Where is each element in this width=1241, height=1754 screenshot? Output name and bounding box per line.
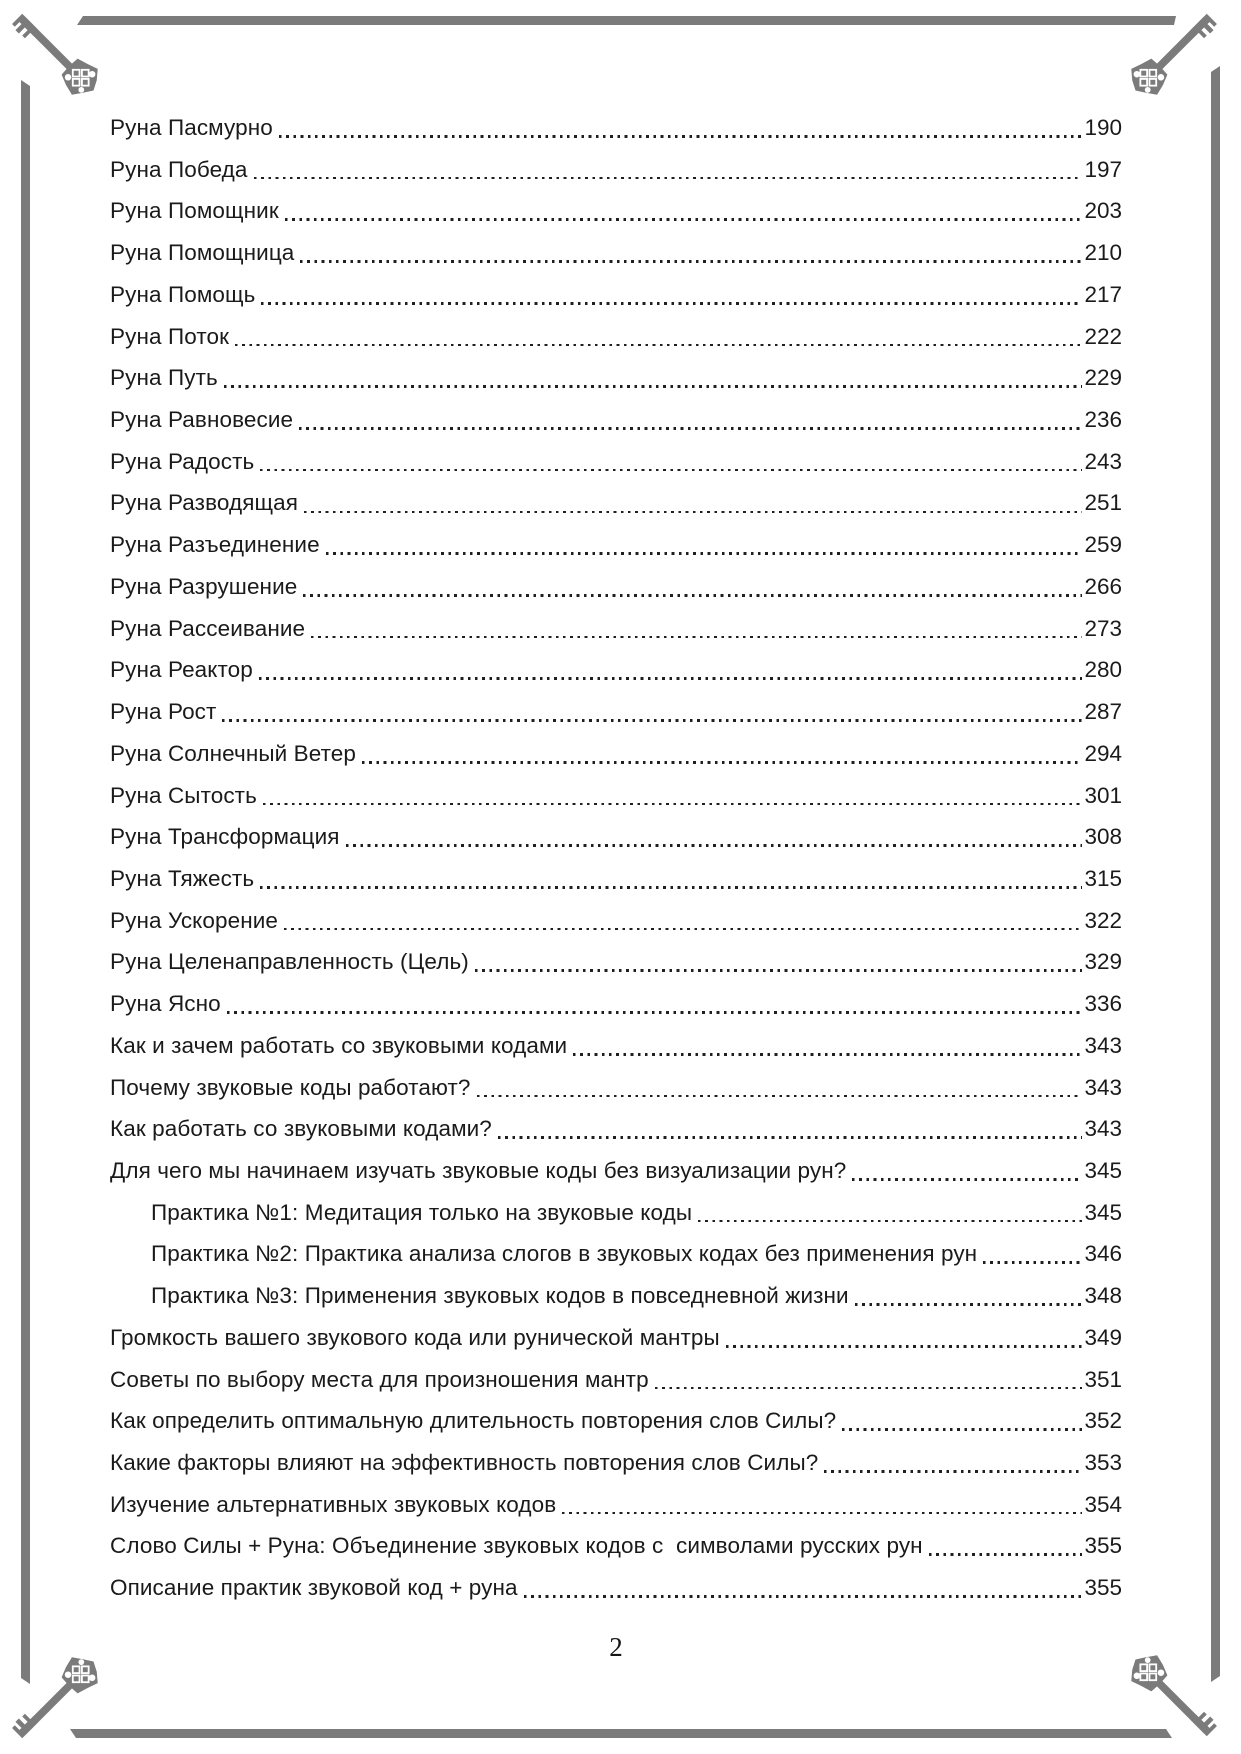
dot-leader (573, 1053, 1082, 1056)
toc-entry (110, 274, 1122, 316)
toc-entry-page-number: 273 (1084, 615, 1122, 641)
toc-entry (110, 1192, 1122, 1234)
dot-leader (261, 302, 1082, 305)
toc-entry (110, 816, 1122, 858)
toc-entry-page-number: 210 (1084, 240, 1122, 266)
dot-leader (983, 1261, 1082, 1264)
toc-entry-page-number: 301 (1084, 782, 1122, 808)
dot-leader (524, 1595, 1083, 1598)
toc-entry (110, 357, 1122, 399)
toc-entry-title: Руна Рассеивание (110, 615, 306, 641)
toc-entry (110, 1233, 1122, 1275)
toc-entry-page-number: 190 (1084, 115, 1122, 140)
dot-leader (304, 511, 1082, 514)
dot-leader (655, 1387, 1083, 1390)
toc-entry (110, 1484, 1122, 1526)
toc-entry (110, 941, 1122, 983)
dot-leader (477, 1095, 1083, 1098)
toc-entry (110, 1400, 1122, 1442)
toc-entry-page-number: 287 (1084, 699, 1122, 725)
dot-leader (303, 594, 1082, 597)
toc-entry-title: Руна Помощник (110, 198, 279, 224)
toc-entry (110, 399, 1122, 441)
toc-entry-page-number: 343 (1084, 1116, 1122, 1142)
corner-key-icon (1125, 5, 1221, 101)
dot-leader (842, 1428, 1082, 1431)
toc-entry-title: Руна Равновесие (110, 407, 294, 433)
toc-entry-page-number: 354 (1084, 1491, 1122, 1517)
toc-entry-title: Практика №2: Практика анализа слогов в звуковых кодах без применения рун (151, 1241, 978, 1267)
dot-leader (300, 260, 1082, 263)
corner-key-icon (8, 1651, 104, 1747)
frame-border-left (21, 80, 30, 1684)
toc-entry (110, 608, 1122, 650)
toc-entry-page-number: 355 (1084, 1533, 1122, 1559)
toc-entry (110, 1359, 1122, 1401)
dot-leader (263, 803, 1083, 806)
toc-entry (110, 900, 1122, 942)
frame-border-top (77, 16, 1176, 25)
dot-leader (855, 1303, 1083, 1306)
toc-entry (110, 107, 1122, 149)
toc-entry (110, 1150, 1122, 1192)
toc-entry-title: Руна Победа (110, 156, 248, 182)
toc-entry-page-number: 203 (1084, 198, 1122, 224)
toc-entry-title: Руна Пасмурно (110, 115, 273, 140)
toc-entry (110, 691, 1122, 733)
dot-leader (824, 1470, 1082, 1473)
toc-entry-title: Практика №3: Применения звуковых кодов в повседневной жизни (151, 1283, 849, 1309)
toc-entry-title: Изучение альтернативных звуковых кодов (110, 1491, 557, 1517)
dot-leader (222, 719, 1082, 722)
dot-leader (311, 636, 1082, 639)
toc-entry-page-number: 222 (1084, 323, 1122, 349)
toc-entry (110, 566, 1122, 608)
toc-entry-page-number: 315 (1084, 865, 1122, 891)
toc-entry-title: Руна Ускорение (110, 907, 279, 933)
toc-entry (110, 1275, 1122, 1317)
dot-leader (852, 1178, 1082, 1181)
toc-entry (110, 524, 1122, 566)
dot-leader (326, 552, 1083, 555)
toc-entry (110, 441, 1122, 483)
toc-entry-title: Как определить оптимальную длительность повторения слов Силы? (110, 1408, 837, 1434)
toc-entry-page-number: 251 (1084, 490, 1122, 516)
toc-entry-page-number: 329 (1084, 949, 1122, 975)
toc-entry-page-number: 343 (1084, 1074, 1122, 1100)
toc-entry (110, 482, 1122, 524)
toc-entry-page-number: 197 (1084, 156, 1122, 182)
toc-entry (110, 983, 1122, 1025)
toc-entry-title: Для чего мы начинаем изучать звуковые коды без визуализации рун? (110, 1157, 847, 1183)
dot-leader (475, 969, 1083, 972)
toc-entry-page-number: 308 (1084, 824, 1122, 850)
dot-leader (259, 677, 1083, 680)
dot-leader (260, 469, 1082, 472)
toc-entry (110, 733, 1122, 775)
dot-leader (285, 218, 1083, 221)
page-number: 2 (609, 1632, 623, 1662)
dot-leader (224, 385, 1083, 388)
toc-entry-title: Советы по выбору места для произношения мантр (110, 1366, 649, 1392)
dot-leader (235, 344, 1082, 347)
toc-entry-title: Руна Сытость (110, 782, 257, 808)
toc-entry (110, 316, 1122, 358)
toc-entry-page-number: 229 (1084, 365, 1122, 391)
dot-leader (562, 1512, 1082, 1515)
toc-entry (110, 1567, 1122, 1609)
toc-entry-page-number: 352 (1084, 1408, 1122, 1434)
toc-entry-title: Руна Помощница (110, 240, 295, 266)
toc-entry-page-number: 349 (1084, 1324, 1122, 1350)
dot-leader (929, 1553, 1083, 1556)
dot-leader (362, 761, 1082, 764)
toc-entry (110, 1108, 1122, 1150)
toc-entry-page-number: 236 (1084, 407, 1122, 433)
toc-entry-title: Руна Солнечный Ветер (110, 740, 357, 766)
dot-leader (260, 886, 1082, 889)
toc-list (110, 107, 1122, 1609)
toc-entry-page-number: 351 (1084, 1366, 1122, 1392)
toc-entry-page-number: 348 (1084, 1283, 1122, 1309)
toc-entry (110, 775, 1122, 817)
toc-entry (110, 1442, 1122, 1484)
toc-entry (110, 1317, 1122, 1359)
toc-entry-page-number: 294 (1084, 740, 1122, 766)
dot-leader (299, 427, 1082, 430)
toc-entry (110, 232, 1122, 274)
toc-entry-title: Руна Радость (110, 448, 255, 474)
toc-entry-title: Почему звуковые коды работают? (110, 1074, 471, 1100)
toc-entry-title: Руна Реактор (110, 657, 253, 683)
toc-entry-title: Практика №1: Медитация только на звуковые коды (151, 1199, 693, 1225)
toc-entry-page-number: 353 (1084, 1450, 1122, 1475)
frame-border-bottom (70, 1729, 1172, 1738)
toc-entry (110, 1067, 1122, 1109)
toc-entry-page-number: 355 (1084, 1575, 1122, 1601)
toc-entry-title: Руна Рост (110, 699, 217, 725)
toc-entry-page-number: 322 (1084, 907, 1122, 933)
toc-entry-page-number: 336 (1084, 991, 1122, 1017)
toc-entry-title: Руна Помощь (110, 281, 256, 307)
toc-entry (110, 1525, 1122, 1567)
toc-entry-title: Громкость вашего звукового кода или рунической мантры (110, 1324, 720, 1350)
toc-entry-title: Руна Разрушение (110, 573, 298, 599)
toc-entry-page-number: 259 (1084, 532, 1122, 558)
toc-entry-title: Руна Поток (110, 323, 230, 349)
frame-border-right (1211, 66, 1220, 1682)
dot-leader (279, 135, 1083, 138)
corner-key-icon (1125, 1649, 1221, 1745)
toc-entry-page-number: 345 (1084, 1199, 1122, 1225)
toc-entry-page-number: 343 (1084, 1032, 1122, 1058)
toc-entry-page-number: 345 (1084, 1157, 1122, 1183)
toc-entry-title: Как и зачем работать со звуковыми кодами (110, 1032, 568, 1058)
toc-entry (110, 1025, 1122, 1067)
toc-entry (110, 858, 1122, 900)
dot-leader (284, 928, 1082, 931)
toc-entry-title: Руна Разъединение (110, 532, 320, 558)
toc-entry (110, 190, 1122, 232)
dot-leader (698, 1220, 1082, 1223)
toc-entry-title: Какие факторы влияют на эффективность повторения слов Силы? (110, 1450, 819, 1475)
toc-entry (110, 149, 1122, 191)
toc-entry-title: Руна Трансформация (110, 824, 340, 850)
dot-leader (346, 844, 1083, 847)
toc-entry-title: Слово Силы + Руна: Объединение звуковых кодов с символами русских рун (110, 1533, 923, 1559)
toc-entry-title: Описание практик звуковой код + руна (110, 1575, 518, 1601)
dot-leader (227, 1011, 1083, 1014)
toc-entry-title: Руна Тяжесть (110, 865, 255, 891)
toc-entry-title: Руна Путь (110, 365, 218, 391)
toc-entry-page-number: 346 (1084, 1241, 1122, 1267)
toc-entry-title: Как работать со звуковыми кодами? (110, 1116, 492, 1142)
toc-entry-page-number: 243 (1084, 448, 1122, 474)
toc-entry-title: Руна Разводящая (110, 490, 299, 516)
toc-entry-title: Руна Ясно (110, 991, 221, 1017)
toc-entry-page-number: 266 (1084, 573, 1122, 599)
dot-leader (254, 177, 1083, 180)
toc-entry-page-number: 280 (1084, 657, 1122, 683)
corner-key-icon (8, 5, 104, 101)
dot-leader (726, 1345, 1083, 1348)
toc-entry (110, 649, 1122, 691)
toc-entry-page-number: 217 (1084, 281, 1122, 307)
dot-leader (498, 1136, 1083, 1139)
toc-entry-title: Руна Целенаправленность (Цель) (110, 949, 469, 975)
